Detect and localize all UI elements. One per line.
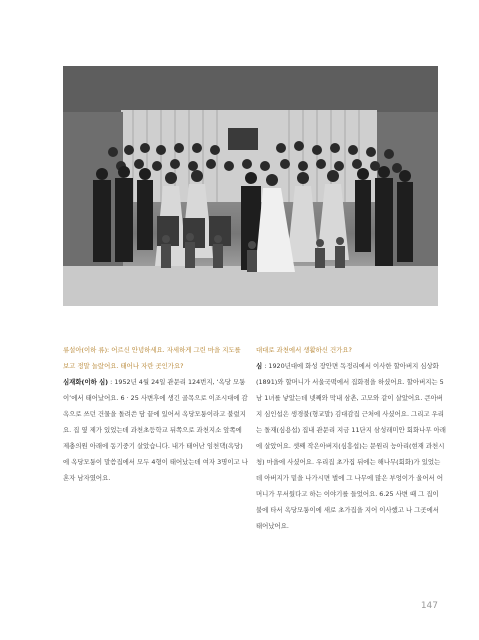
question-paragraph <box>63 342 248 374</box>
question-text: 대대로 과천에서 생활하신 건가요? <box>256 346 352 354</box>
interview-column-right <box>256 342 446 534</box>
speaker-label: 심재화(이하 심) <box>63 378 109 386</box>
wedding-group-photo <box>63 66 438 306</box>
question-text: 류설아(이하 류): 어르신 안녕하세요. 자세하게 그린 마을 지도를 보고 정말 놀랐어요. 태어나 자란 곳인가요? <box>63 346 241 370</box>
answer-text: : 1920년대에 화성 장안면 독정리에서 이사한 할아버지 심상화(1891)와 할머니가 서울국떡에서 집화점을 하셨어요. 할아버지는 5남 1녀를 낳았는데 넷째와 막내 삼촌, 고모와 같이 살았어요. 큰아버지 심인섭은 생경불(형교말) 김대감집 근처에 사셨어요. 그리고 우리는 돌재(심용섭) 집내 관문리 지금 11단지 삼성래미안 회화나무 아래에 살았어요. 셋째 작은아버지(심흥섭)는 문원리 능아리(현재 과천시청) 마을에 사셨어요. 우리집 초가집 뒤에는 해나무(회화)가 있었는데 아버지가 밑을 나가시면 벌에 그 나무에 많은 부엉이가 울어서 어머니가 무서웠다고 하는 이야기를 들었어요. 6.25 사변 때 그 집이 불에 타서 옥당모퉁이에 새로 초가집을 지어 이사했고 나 그곳에서 태어났어요. <box>256 362 446 530</box>
page-number: 147 <box>420 601 438 611</box>
speaker-label: 심 <box>256 362 263 370</box>
question-paragraph <box>256 342 446 358</box>
answer-paragraph <box>256 358 446 534</box>
interview-column-left <box>63 342 248 486</box>
answer-paragraph <box>63 374 248 486</box>
answer-text: : 1952년 4월 24일 관문리 124번지, ‘옥당 모퉁이’에서 태어났어요. 6 · 25 사변후에 생긴 골목으로 이조시대에 감옥으로 쓰던 건물을 돌려쓴 담 끝에 있어서 옥당모퉁이라고 불렀지요. 집 옆 제가 있었는데 과천초등학교 뒤쪽으로 과천지소 앞쪽에 제충의원 아래에 동기중기 살았습니다. 내가 태어난 임천댁(옥당)에 옥당모퉁이 말씀집에서 모두 4형이 태어났는데 여자 3명이고 나 혼자 남자였어요. <box>63 378 248 482</box>
